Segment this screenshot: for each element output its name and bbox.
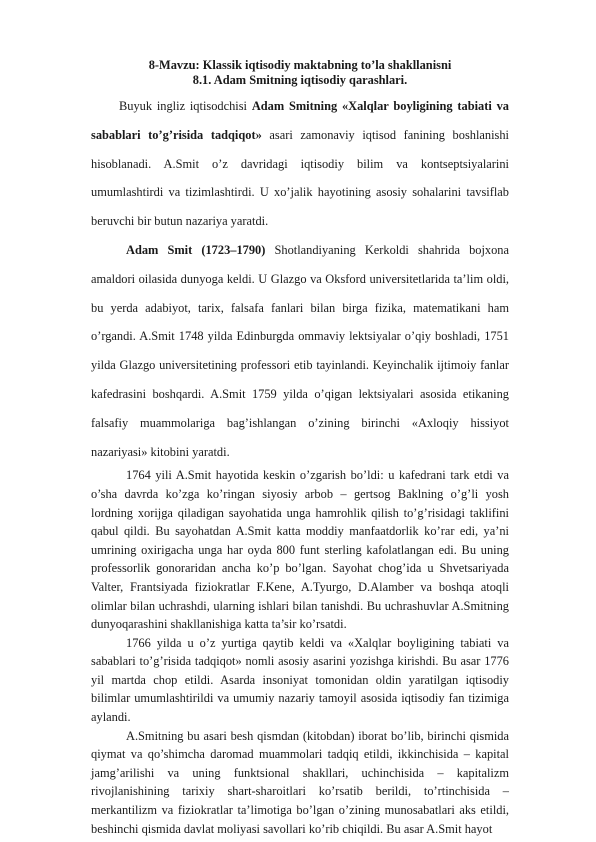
paragraph-intro — [91, 92, 509, 236]
intro-text-end: asari zamonaviy iqtisod fanining boshlanishi hisoblanadi. A.Smit o’z davridagi iqtisodiy bilim va kontseptsiyalarini umumlashtirdi va tizimlashtirdi. U xo’jalik hayotining asosiy sohalarini tavsiflab beruvchi bir butun nazariya yaratdi. — [91, 127, 509, 229]
intro-bold-title: Adam Smitning «Xalqlar boyligining tabiati va sabablari to’g’risida tadqiqot» — [91, 99, 509, 142]
paragraph-journey: 1764 yili A.Smit hayotida keskin o’zgarish bo’ldi: u kafedrani tark etdi va o’sha davrda ko’zga ko’ringan siyosiy arbob – gertsog Baklning o’g’li yosh lordning xorijga qiladigan sayohatida unga hamrohlik qilish to’g’risidagi taklifini qabul qildi. Bu sayohatdan A.Smit katta moddiy manfaatdorlik ko’rar edi, ya’ni umrining oxirigacha unga har oyda 800 funt sterling kafolatlangan edi. Bu uning professorlik gonoraridan ancha ko’p bo’lgan. Sayohat chog’ida u Shvetsariyada Valter, Frantsiyada fiziokratlar F.Kene, A.Tyurgo, D.Alamber va boshqa atoqli olimlar bilan uchrashdi, ularning ishlari bilan tanishdi. Bu uchrashuvlar A.Smitning dunyoqarashini shakllanishiga katta ta’sir ko’rsatdi. — [91, 468, 509, 632]
paragraph-biography — [91, 236, 509, 466]
document-page — [91, 58, 509, 838]
page-title: 8-Mavzu: Klassik iqtisodiy maktabning to’la shakllanisni — [148, 58, 452, 72]
biography-bold-name: Adam Smit (1723–1790) — [126, 242, 266, 257]
paragraph-structure: A.Smitning bu asari besh qismdan (kitobdan) iborat bo’lib, birinchi qismida qiymat va qo’shimcha daromad muammolari tadqiq etildi, ikkinchisida – kapital jamg’arilishi va uning funktsional shakllari, uchinchisida – kapitalizm rivojlanishining tarixiy shart-sharoitlari ko’rsatib berildi, to’rtinchisida – merkantilizm va fiziokratlar ta’limotiga bo’lgan o’zining munosabatlari aks etildi, beshinchi qismida davlat moliyasi savollari ko’rib chiqildi. Bu asar A.Smit hayot — [91, 728, 509, 836]
paragraph-main-work: 1766 yilda u o’z yurtiga qaytib keldi va «Xalqlar boyligining tabiati va sabablari to’g’risida tadqiqot» nomli asosiy asarini yozishga kirishdi. Bu asar 1776 yil martda chop etildi. Asarda insoniyat tomonidan oldin yaratilgan iqtisodiy bilimlar umumlashtirildi va umumiy nazariy tamoyil asosida iqtisodiy fan tizimiga aylandi. — [91, 635, 509, 725]
intro-text-start: Buyuk ingliz iqtisodchisi — [119, 99, 252, 113]
biography-text: Shotlandiyaning Kerkoldi shahrida bojxona amaldori oilasida dunyoga keldi. U Glazgo va Oksford universitetlarida ta’lim oldi, bu yerda adabiyot, tarix, falsafa fanlari bilan birga fizika, matematikani ham o’rgandi. A.Smit 1748 yilda Edinburgda ommaviy lektsiyalar o’qiy boshladi, 1751 yilda Glazgo universitetining professori etib tayinlandi. Keyinchalik ijtimoiy fanlar kafedrasini boshqardi. A.Smit 1759 yilda o’qigan lektsiyalari asosida etikaning falsafiy muammolariga bag’ishlangan o’zining birinchi «Axloqiy hissiyot nazariyasi» kitobini yaratdi. — [91, 242, 509, 459]
section-subtitle: 8.1. Adam Smitning iqtisodiy qarashlari. — [192, 73, 408, 87]
